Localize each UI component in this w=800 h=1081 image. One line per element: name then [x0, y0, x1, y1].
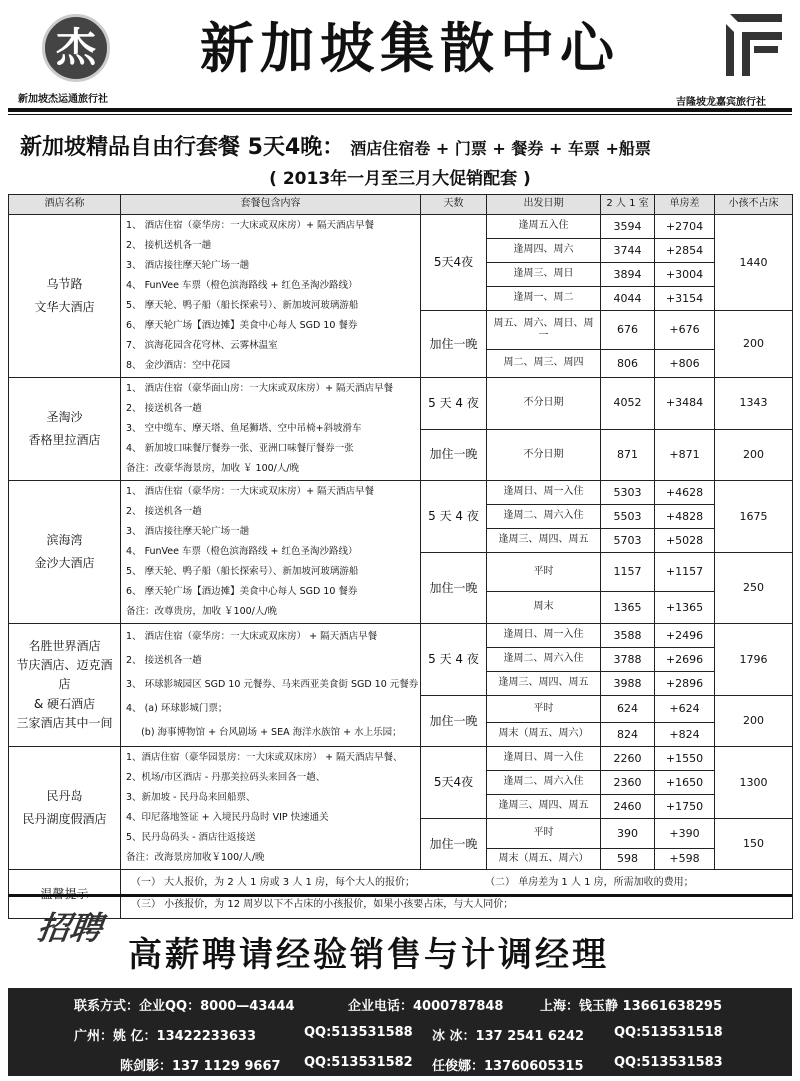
extra-night: 加住一晚 [421, 311, 487, 378]
single-supplement: +2696 [655, 648, 715, 672]
single-supplement: +1365 [655, 592, 715, 624]
depart-date: 逢周三、周四、周五 [487, 529, 601, 553]
col-child: 小孩不占床 [715, 195, 793, 215]
days: 5 天 4 夜 [421, 378, 487, 430]
single-supplement: +2704 [655, 215, 715, 239]
depart-date: 平时 [487, 819, 601, 849]
single-supplement: +598 [655, 849, 715, 870]
guangzhou-contact-3: 陈剑影：137 1129 9667 [120, 1059, 281, 1074]
single-supplement: +1750 [655, 795, 715, 819]
col-days: 天数 [421, 195, 487, 215]
single-supplement: +806 [655, 350, 715, 378]
single-supplement: +1157 [655, 553, 715, 592]
hotel-name: 民丹岛 民丹湖度假酒店 [9, 747, 121, 870]
single-supplement: +390 [655, 819, 715, 849]
price: 624 [601, 696, 655, 723]
extra-night: 加住一晚 [421, 429, 487, 481]
child-price: 1300 [715, 747, 793, 819]
price: 5703 [601, 529, 655, 553]
price: 2360 [601, 771, 655, 795]
package-contents: 1、 酒店住宿（豪华房：一大床或双床房） + 隔天酒店早餐 2、 接送机各一趟 3、 环球影城园区 SGD 10 元餐券、马来西亚美食街 SGD 10 元餐券 4、 (a) 环球影城门票； (b) 海事博物馆 + 台风剧场 + SEA 海洋水族馆 + 水上乐园； [121, 624, 421, 747]
child-price: 200 [715, 311, 793, 378]
single-supplement: +1650 [655, 771, 715, 795]
guangzhou-contact-4: 任俊娜：13760605315 [432, 1059, 584, 1074]
hotel-name: 名胜世界酒店 节庆酒店、迈克酒店 & 硬石酒店 三家酒店其中一间 [9, 624, 121, 747]
depart-date: 逢周二、周六入住 [487, 505, 601, 529]
package-headline [20, 130, 790, 161]
package-contents: 1、酒店住宿（豪华园景房：一大床或双床房） + 隔天酒店早餐、 2、机场/市区酒店 - 丹那美拉码头来回各一趟、 3、新加坡 - 民丹岛来回船票、 4、印尼落地签证 + 入境民丹岛时 VIP 快速通关 5、民丹岛码头 - 酒店往返接送 备注：改海景房加收￥100/人/晚 [121, 747, 421, 870]
depart-date: 逢周二、周六入住 [487, 648, 601, 672]
depart-date: 不分日期 [487, 378, 601, 430]
child-price: 150 [715, 819, 793, 870]
single-supplement: +2854 [655, 239, 715, 263]
package-contents: 1、 酒店住宿（豪华房：一大床或双床房）+ 隔天酒店早餐 2、 接送机各一趟 3、 酒店接往摩天轮广场一趟 4、 FunVee 车票（橙色滨海路线 + 红色圣淘沙路线） 5、 摩天轮、鸭子船（船长探索号）、新加坡河玻璃游船 6、 摩天轮广场【酒边摊】美食中心每人 SGD 10 餐券 备注：改尊贵房，加收 ￥100/人/晚 [121, 481, 421, 624]
guangzhou-contact-2: 冰 冰：137 2541 6242 [432, 1029, 585, 1044]
recruitment-banner [8, 894, 792, 982]
header-divider-thin [8, 114, 792, 115]
extra-night: 加住一晚 [421, 819, 487, 870]
single-supplement: +3004 [655, 263, 715, 287]
price: 824 [601, 723, 655, 747]
single-supplement: +3154 [655, 287, 715, 311]
hotel-name: 乌节路 文华大酒店 [9, 215, 121, 378]
table-header-row [9, 195, 793, 215]
table-row [9, 215, 793, 239]
right-agency-name: 吉隆坡龙嘉宾旅行社 [676, 97, 766, 108]
agency-logo-right-icon [716, 10, 786, 80]
depart-date: 平时 [487, 696, 601, 723]
price: 2260 [601, 747, 655, 771]
single-supplement: +824 [655, 723, 715, 747]
depart-date: 逢周日、周一入住 [487, 624, 601, 648]
tip-1: （一） 大人报价，为 2 人 1 房或 3 人 1 房，每个大人的报价； [131, 877, 416, 888]
shanghai-contact: 上海：钱玉静 13661638295 [540, 999, 723, 1014]
depart-date: 周末（周五、周六） [487, 849, 601, 870]
depart-date: 逢周二、周六入住 [487, 771, 601, 795]
col-package: 套餐包含内容 [121, 195, 421, 215]
qq-4: QQ:513531583 [614, 1055, 723, 1070]
single-supplement: +4828 [655, 505, 715, 529]
depart-date: 逢周一、周二 [487, 287, 601, 311]
depart-date: 不分日期 [487, 429, 601, 481]
guangzhou-contact-1: 广州：姚 亿：13422233633 [74, 1029, 257, 1044]
single-supplement: +2896 [655, 672, 715, 696]
recruit-text: 高薪聘请经验销售与计调经理 [128, 935, 609, 975]
child-price: 250 [715, 553, 793, 624]
price: 3594 [601, 215, 655, 239]
depart-date: 逢周日、周一入住 [487, 481, 601, 505]
depart-date: 周末（周五、周六） [487, 723, 601, 747]
col-single: 单房差 [655, 195, 715, 215]
promo-period: ( 2013年一月至三月大促销配套 ) [269, 169, 531, 189]
package-contents: 1、 酒店住宿（豪华房：一大床或双床房）+ 隔天酒店早餐 2、 接机送机各一趟 3、 酒店接往摩天轮广场一趟 4、 FunVee 车票（橙色滨海路线 + 红色圣淘沙路线） 5、 摩天轮、鸭子船（船长探索号）、新加坡河玻璃游船 6、 摩天轮广场【酒边摊】美食中心每人 SGD 10 餐券 7、 滨海花园含花穹林、云雾林温室 8、 金沙酒店：空中花园 [121, 215, 421, 378]
extra-night: 加住一晚 [421, 553, 487, 624]
depart-date: 逢周四、周六 [487, 239, 601, 263]
price: 4052 [601, 378, 655, 430]
depart-date: 逢周三、周日 [487, 263, 601, 287]
enterprise-qq: 联系方式：企业QQ：8000—43444 [74, 999, 295, 1014]
single-supplement: +2496 [655, 624, 715, 648]
depart-date: 逢周三、周四、周五 [487, 795, 601, 819]
price: 4044 [601, 287, 655, 311]
extra-night: 加住一晚 [421, 696, 487, 747]
price: 598 [601, 849, 655, 870]
days: 5天4夜 [421, 747, 487, 819]
depart-date: 周二、周三、周四 [487, 350, 601, 378]
price: 3588 [601, 624, 655, 648]
table-row [9, 481, 793, 505]
headline-main: 新加坡精品自由行套餐 5天4晚： [20, 135, 345, 160]
depart-date: 逢周五入住 [487, 215, 601, 239]
price: 390 [601, 819, 655, 849]
single-supplement: +871 [655, 429, 715, 481]
price: 806 [601, 350, 655, 378]
table-row [9, 378, 793, 430]
header [0, 0, 800, 112]
child-price: 1796 [715, 624, 793, 696]
headline-items: 酒店住宿卷 + 门票 + 餐券 + 车票 +船票 [350, 139, 651, 158]
agency-logo-left: 杰 [42, 14, 110, 82]
enterprise-phone: 企业电话：4000787848 [348, 999, 504, 1014]
child-price: 200 [715, 429, 793, 481]
price: 3894 [601, 263, 655, 287]
page-title: 新加坡集散中心 [200, 17, 620, 80]
price: 2460 [601, 795, 655, 819]
col-hotel: 酒店名称 [9, 195, 121, 215]
child-price: 1343 [715, 378, 793, 430]
child-price: 200 [715, 696, 793, 747]
price: 1157 [601, 553, 655, 592]
contact-bar [8, 988, 792, 1076]
child-price: 1440 [715, 215, 793, 311]
days: 5 天 4 夜 [421, 624, 487, 696]
hotel-name: 滨海湾 金沙大酒店 [9, 481, 121, 624]
single-supplement: +3484 [655, 378, 715, 430]
price: 3744 [601, 239, 655, 263]
col-date: 出发日期 [487, 195, 601, 215]
hotel-name: 圣淘沙 香格里拉酒店 [9, 378, 121, 481]
price: 5503 [601, 505, 655, 529]
qq-3: QQ:513531582 [304, 1055, 413, 1070]
child-price: 1675 [715, 481, 793, 553]
depart-date: 逢周三、周四、周五 [487, 672, 601, 696]
single-supplement: +5028 [655, 529, 715, 553]
single-supplement: +676 [655, 311, 715, 350]
depart-date: 周五、周六、周日、周一 [487, 311, 601, 350]
table-row [9, 624, 793, 648]
package-contents: 1、 酒店住宿（豪华面山房：一大床或双床房）+ 隔天酒店早餐 2、 接送机各一趟 3、 空中缆车、摩天塔、鱼尾狮塔、空中吊椅+斜坡滑车 4、 新加坡口味餐厅餐券一张、亚洲口味餐厅餐券一张 备注：改豪华海景房，加收 ￥ 100/人/晚 [121, 378, 421, 481]
tip-2: （二） 单房差为 1 人 1 房，所需加收的费用； [485, 877, 694, 888]
price: 676 [601, 311, 655, 350]
recruit-badge: 招聘 [35, 909, 105, 947]
table-row [9, 747, 793, 771]
days: 5天4夜 [421, 215, 487, 311]
price: 5303 [601, 481, 655, 505]
single-supplement: +4628 [655, 481, 715, 505]
package-table [8, 194, 793, 919]
depart-date: 平时 [487, 553, 601, 592]
single-supplement: +1550 [655, 747, 715, 771]
qq-1: QQ:513531588 [304, 1025, 413, 1040]
price: 3788 [601, 648, 655, 672]
single-supplement: +624 [655, 696, 715, 723]
tips-label: 温馨提示 [9, 870, 121, 919]
depart-date: 周末 [487, 592, 601, 624]
days: 5 天 4 夜 [421, 481, 487, 553]
depart-date: 逢周日、周一入住 [487, 747, 601, 771]
col-price: 2 人 1 室 [601, 195, 655, 215]
tip-3: （三） 小孩报价，为 12 周岁以下不占床的小孩报价，如果小孩要占床，与大人同价； [131, 899, 514, 910]
header-divider [8, 108, 792, 112]
price: 1365 [601, 592, 655, 624]
price: 871 [601, 429, 655, 481]
qq-2: QQ:513531518 [614, 1025, 723, 1040]
price: 3988 [601, 672, 655, 696]
left-agency-name: 新加坡杰运通旅行社 [18, 94, 108, 105]
